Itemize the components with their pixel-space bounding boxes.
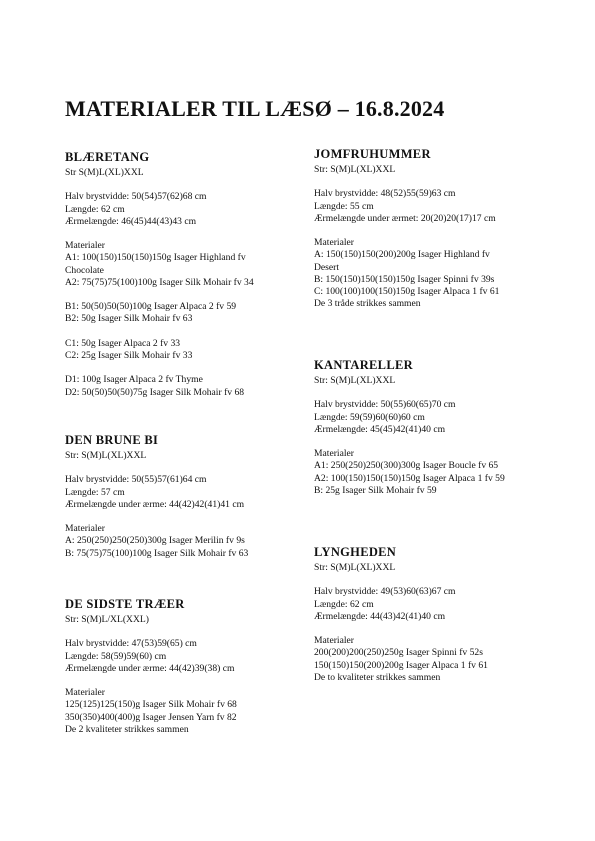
text-line: A1: 250(250)250(300)300g Isager Boucle fv 65 [314,460,499,472]
text-line: Halv brystvidde: 48(52)55(59)63 cm [314,188,456,200]
blank-line [65,179,315,191]
text-line: Længde: 57 cm [65,486,125,498]
section-blaeretang [65,150,315,399]
text-line: Længde: 59(59)60(60)60 cm [314,411,425,423]
text-line: Længde: 62 cm [314,598,374,610]
section-den-brune-bi [65,433,315,560]
text-line: A1: 100(150)150(150)150g Isager Highland fv [65,252,246,264]
section-heading: KANTARELLER [314,358,413,372]
text-line: Str: S(M)L(XL)XXL [314,562,396,573]
text-line: 200(200)200(250)250g Isager Spinni fv 52s [314,647,483,659]
text-line: Ærmelængde under ærme: 44(42)39(38) cm [65,662,235,674]
section-heading: LYNGHEDEN [314,545,397,559]
text-line: De to kvaliteter strikkes sammen [314,671,441,683]
blank-line [65,626,315,638]
text-line: Materialer [314,448,354,460]
section-jomfruhummer [314,147,554,310]
text-line: Materialer [65,687,105,699]
blank-line [65,289,315,301]
text-line: Materialer [314,237,354,249]
section-heading: DE SIDSTE TRÆER [65,597,185,611]
text-line: C1: 50g Isager Alpaca 2 fv 33 [65,337,181,349]
text-line: Ærmelængde under ærme: 44(42)42(41)41 cm [65,498,245,510]
blank-line [65,675,315,687]
text-line: Ærmelængde: 46(45)44(43)43 cm [65,215,197,227]
section-lyngheden [314,545,554,684]
blank-line [65,462,315,474]
text-line: A: 250(250)250(250)300g Isager Merilin fv 9s [65,535,245,547]
text-line: Længde: 62 cm [65,203,125,215]
text-line: B: 75(75)75(100)100g Isager Silk Mohair fv 63 [65,547,249,559]
blank-line [314,387,554,399]
text-line: D1: 100g Isager Alpaca 2 fv Thyme [65,374,203,386]
section-kantareller [314,358,554,497]
section-heading: DEN BRUNE BI [65,433,159,447]
blank-line [65,511,315,523]
text-line: C2: 25g Isager Silk Mohair fv 33 [65,349,193,361]
text-line: Str: S(M)L/XL(XXL) [65,614,149,625]
blank-line [314,176,554,188]
blank-line [65,326,315,338]
text-line: Ærmelængde: 44(43)42(41)40 cm [314,610,446,622]
text-line: Str: S(M)L(XL)XXL [65,450,147,461]
text-line: Str S(M)L(XL)XXL [65,167,144,178]
text-line: Halv brystvidde: 50(54)57(62)68 cm [65,191,207,203]
text-line: Materialer [314,635,354,647]
text-line: Halv brystvidde: 50(55)57(61)64 cm [65,474,207,486]
text-line: B: 150(150)150(150)150g Isager Spinni fv 39s [314,273,495,285]
text-line: Længde: 58(59)59(60) cm [65,650,167,662]
text-line: Str: S(M)L(XL)XXL [314,164,396,175]
text-line: 150(150)150(200)200g Isager Alpaca 1 fv 61 [314,659,488,671]
text-line: Halv brystvidde: 47(53)59(65) cm [65,638,197,650]
text-line: Ærmelængde: 45(45)42(41)40 cm [314,423,446,435]
section-heading: JOMFRUHUMMER [314,147,431,161]
blank-line [314,623,554,635]
text-line: B: 25g Isager Silk Mohair fv 59 [314,484,437,496]
text-line: A2: 75(75)75(100)100g Isager Silk Mohair fv 34 [65,276,254,288]
text-line: B1: 50(50)50(50)100g Isager Alpaca 2 fv 59 [65,301,237,313]
text-line: Desert [314,261,340,273]
text-line: Ærmelængde under ærmet: 20(20)20(17)17 cm [314,212,496,224]
page-title: MATERIALER TIL LÆSØ – 16.8.2024 [65,96,445,121]
text-line: Halv brystvidde: 50(55)60(65)70 cm [314,399,456,411]
text-line: De 2 kvaliteter strikkes sammen [65,723,189,735]
text-line: Længde: 55 cm [314,200,374,212]
text-line: A: 150(150)150(200)200g Isager Highland fv [314,249,490,261]
text-line: Halv brystvidde: 49(53)60(63)67 cm [314,586,456,598]
text-line: D2: 50(50)50(50)75g Isager Silk Mohair fv 68 [65,386,245,398]
section-de-sidste-traeer [65,597,315,736]
blank-line [314,574,554,586]
blank-line [314,436,554,448]
text-line: De 3 tråde strikkes sammen [314,298,421,310]
text-line: Str: S(M)L(XL)XXL [314,375,396,386]
text-line: Materialer [65,523,105,535]
blank-line [65,362,315,374]
text-line: Chocolate [65,264,104,276]
text-line: B2: 50g Isager Silk Mohair fv 63 [65,313,193,325]
blank-line [65,228,315,240]
text-line: Materialer [65,240,105,252]
text-line: C: 100(100)100(150)150g Isager Alpaca 1 fv 61 [314,286,500,297]
text-line: A2: 100(150)150(150)150g Isager Alpaca 1 fv 59 [314,472,505,484]
section-heading: BLÆRETANG [65,150,150,164]
text-line: 125(125)125(150)g Isager Silk Mohair fv 68 [65,699,237,711]
blank-line [314,225,554,237]
text-line: 350(350)400(400)g Isager Jensen Yarn fv 82 [65,711,237,723]
